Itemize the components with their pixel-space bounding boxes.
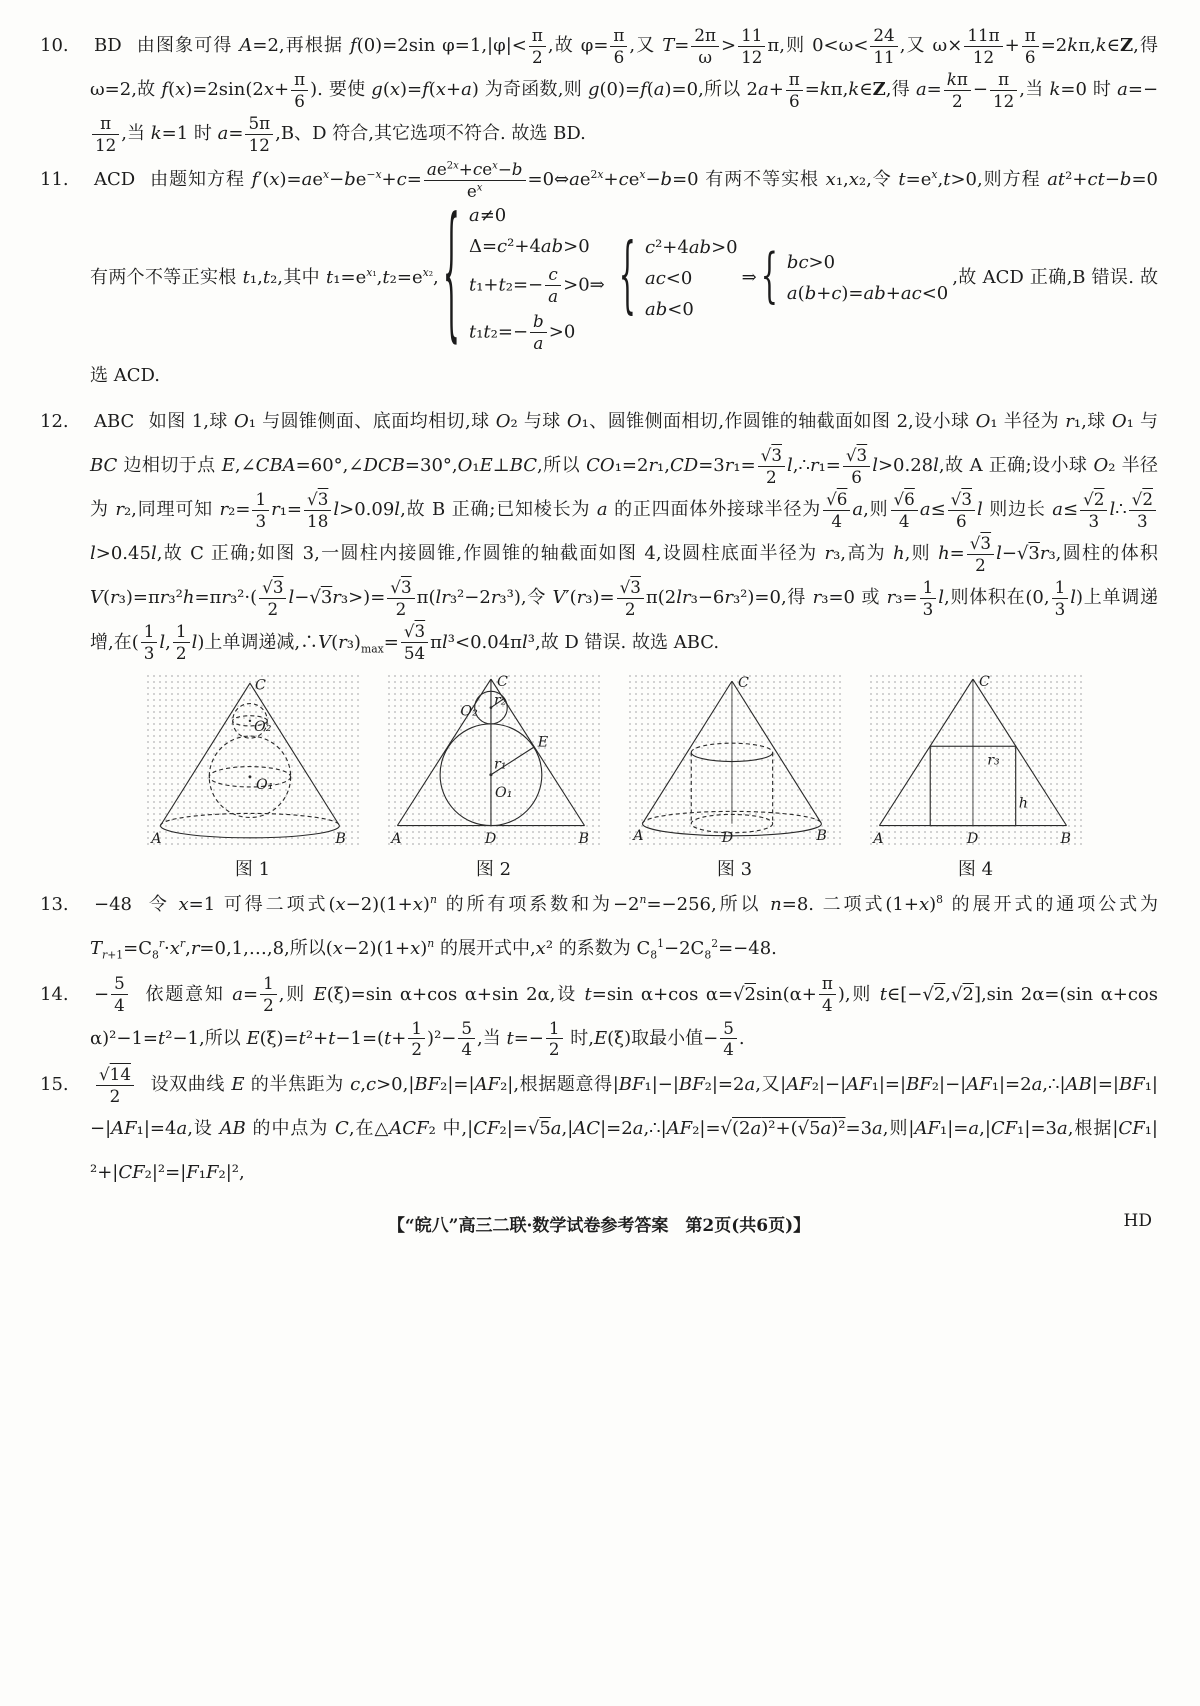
problem-13-solution: 令 x=1 可得二项式$(x-2)(1+x)^n$ 的所有项系数和为$-2^n=-256$,所以 n=8. 二项式$(1+x)^8$ 的展开式的通项公式为 $T_{r+1}=C_8^r\cdot x^r,r=0,1,\dots,8$,所以$(x-2)(1+x)^n$ 的展开式中,x² 的系数为 $C_8^1-2C_8^2=-48$. [90, 892, 1158, 962]
problem-11-solution: 由题知方程 $f'(x)=ae^x-be^{-x}+c=$ $ae^{2x}+ce^x-b$ $e^x$ $=0\Leftrightarrow ae^{2x}+ce^x-b=0$ 有两不等实根 x₁,x₂,令 $t=e^x,t>0$,则方程 at²+ct−b=0 有两个不等正实根 t₁,t₂,其中 $t_1=e^{x_1},t_2=e^{x_2}$, { a≠0 Δ=c²+4ab>0 t₁+t₂=− $\frac{c}{a}$ >0⇒ t₁t₂=− $\frac{b}{a}$ >0 { c²+4ab>0 ac<0 ab<0 ⇒ { bc>0 a(b+c)=ab+ac<0 ,故 ACD 正确,B 错误. 故选 ACD. [90, 158, 1158, 386]
problem-12 [40, 400, 1158, 665]
problem-13-number: 13. [40, 893, 69, 915]
problem-10-solution: 由图象可得 A=2,再根据 f(0)=2sin φ=1,|φ|< $\frac{\pi}{2}$ ,故 φ= $\frac{\pi}{6}$ ,又 T= $\frac{2\pi}{\omega}$ > $\frac{11}{12}$ π,则 0<ω< $\frac{24}{11}$ ,又 ω× $\frac{11\pi}{12}$ + $\frac{\pi}{6}$ =2kπ,k∈Z,得 ω=2,故 f(x)=2sin(2x+ $\frac{\pi}{6}$ ). 要使 g(x)=f(x+a) 为奇函数,则 g(0)=f(a)=0,所以 2a+ $\frac{\pi}{6}$ =kπ,k∈Z,得 a= $\frac{k\pi}{2}$ − $\frac{\pi}{12}$ ,当 k=0 时 a=− $\frac{\pi}{12}$ ,当 k=1 时 a= $\frac{5\pi}{12}$ ,B、D 符合,其它选项不符合. 故选 BD. [90, 24, 1159, 155]
fig3-label-b: B [816, 827, 827, 844]
fig4-label-b: B [1060, 830, 1071, 847]
fig1-label-a: A [151, 830, 162, 847]
problem-14-number: 14. [40, 983, 69, 1005]
problem-12-number: 12. [40, 411, 69, 433]
problem-13 [40, 883, 1158, 971]
fig4-label-r3: r₃ [987, 752, 1000, 769]
fig4-label-h: h [1018, 794, 1028, 811]
figures-row [70, 673, 1158, 881]
fig1-label-apex: C [255, 676, 266, 693]
fig2-label-d: D [484, 830, 497, 847]
footer-title: 【“皖八”高三二联·数学试卷参考答案 第2页(共6页)】 [387, 1216, 811, 1237]
fig2-label-e: E [537, 733, 549, 750]
problem-14 [40, 973, 1158, 1061]
footer-version-code: HD [1123, 1211, 1152, 1232]
figure-2-drawing [386, 673, 601, 848]
figure-1-drawing [145, 673, 360, 848]
problem-10 [40, 24, 1158, 156]
problem-11-number: 11. [40, 169, 69, 191]
problem-14-solution: 依题意知 a= $\frac{1}{2}$ ,则 E(ξ)=sin α+cos α+sin 2α,设 t=sin α+cos α=√2sin(α+ $\frac{\pi}{4}$ ),则 t∈[−√2,√2],sin 2α=(sin α+cos α)²−1=t²−1,所以 E(ξ)=t²+t−1=(t+ $\frac{1}{2}$ )²− $\frac{5}{4}$ ,当 t=− $\frac{1}{2}$ 时,E(ξ)取最小值− $\frac{5}{4}$ . [90, 973, 1158, 1060]
fig1-label-b: B [335, 830, 346, 847]
fig1-label-o2: O₂ [254, 718, 272, 735]
problem-11 [40, 158, 1158, 398]
fig3-label-apex: C [738, 674, 749, 691]
problem-15-solution: 设双曲线 E 的半焦距为 c,c>0,|BF₂|=|AF₂|,根据题意得|BF₁|−|BF₂|=2a,又|AF₂|−|AF₁|=|BF₂|−|AF₁|=2a,∴|AB|=|BF₁|−|AF₁|=4a,设 AB 的中点为 C,在△ACF₂ 中,|CF₂|=√5a,|AC|=2a,∴|AF₂|=√(2a)²+(√5a)²=3a,则|AF₁|=a,|CF₁|=3a,根据|CF₁|²+|CF₂|²=|F₁F₂|², [90, 1074, 1158, 1184]
figure-1 [145, 673, 360, 881]
problem-10-number: 10. [40, 35, 69, 56]
figure-4 [868, 673, 1083, 881]
figure-3-drawing [627, 673, 842, 848]
problem-15-number: 15. [40, 1074, 69, 1096]
fig4-label-apex: C [979, 673, 990, 690]
fig4-label-d: D [966, 830, 979, 847]
fig4-label-a: A [873, 830, 884, 847]
figure-4-caption: 图 4 [957, 858, 994, 880]
problem-12-answer: ABC [94, 411, 135, 433]
fig3-label-d: D [721, 829, 734, 846]
figure-3 [627, 673, 842, 881]
problem-12-solution: 如图 1,球 O₁ 与圆锥侧面、底面均相切,球 O₂ 与球 O₁、圆锥侧面相切,作圆锥的轴截面如图 2,设小球 O₁ 半径为 r₁,球 O₁ 与 BC 边相切于点 E,∠CBA=60°,∠DCB=30°,O₁E⊥BC,所以 CO₁=2r₁,CD=3r₁= $\frac{√3}{2}$ l,∴r₁= $\frac{√3}{6}$ l>0.28l,故 A 正确;设小球 O₂ 半径为 r₂,同理可知 r₂= $\frac{1}{3}$ r₁= $\frac{√3}{18}$ l>0.09l,故 B 正确;已知棱长为 a 的正四面体外接球半径为 $\frac{√6}{4}$ a,则 $\frac{√6}{4}$ a≤ $\frac{√3}{6}$ l 则边长 a≤ $\frac{√2}{3}$ l∴ $\frac{√2}{3}$ l>0.45l,故 C 正确;如图 3,一圆柱内接圆锥,作圆锥的轴截面如图 4,设圆柱底面半径为 r₃,高为 h,则 h= $\frac{√3}{2}$ l−√3r₃,圆柱的体积 V(r₃)=πr₃²h=πr₃²·( $\frac{√3}{2}$ l−√3r₃>)= $\frac{√3}{2}$ π(lr₃²−2r₃³),令 V′(r₃)= $\frac{√3}{2}$ π(2lr₃−6r₃²)=0,得 r₃=0 或 r₃= $\frac{1}{3}$ l,则体积在(0, $\frac{1}{3}$ l)上单调递增,在( $\frac{1}{3}$ l, $\frac{1}{2}$ l)上单调递减$,\therefore V(r_3)_{max}=$ $\frac{√3}{54}$ πl³<0.04πl³,故 D 错误. 故选 ABC. [90, 411, 1159, 664]
fig1-label-o1: O₁ [256, 776, 274, 793]
fig2-label-r1: r₁ [494, 756, 507, 773]
problem-10-answer: BD [94, 35, 122, 56]
problem-15 [40, 1063, 1158, 1195]
problem-14-answer: − $\frac{5}{4}$ [94, 984, 130, 1005]
figure-3-caption: 图 3 [716, 858, 753, 880]
problem-11-answer: ACD [94, 169, 136, 191]
fig2-label-o1: O₁ [495, 784, 513, 801]
page-footer [40, 1211, 1158, 1236]
problem-13-answer: −48 [94, 893, 132, 915]
fig2-label-a: A [391, 830, 402, 847]
fig2-label-apex: C [497, 673, 508, 690]
figure-4-drawing [868, 673, 1083, 848]
figure-1-caption: 图 1 [234, 858, 271, 880]
fig2-label-o2: O₂ [460, 703, 478, 720]
fig2-label-b: B [578, 830, 589, 847]
problem-15-answer: $\frac{√14}{2}$ [94, 1074, 136, 1095]
fig3-label-a: A [633, 827, 644, 844]
fig2-label-r2: r₂ [494, 692, 507, 709]
figure-2-caption: 图 2 [475, 858, 512, 880]
figure-2 [386, 673, 601, 881]
